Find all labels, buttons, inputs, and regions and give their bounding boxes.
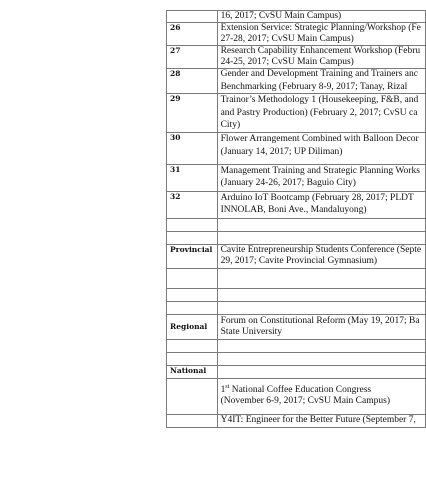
row-number: 30 [167,132,218,164]
row-description [217,69,425,94]
row-number: 26 [167,23,218,46]
table-row [167,46,426,69]
row-description [217,414,425,427]
description-line: Flower Arrangement Combined with Balloon Decor [220,133,419,144]
table-row [167,414,426,427]
empty-cell [217,301,425,314]
empty-cell [217,365,425,378]
row-description [217,46,425,69]
table-row [167,191,426,218]
description-line: 24-25, 2017; CvSU Main Campus) [220,57,354,67]
empty-cell [167,378,218,414]
empty-cell [167,339,218,352]
table-row [167,69,426,94]
row-label [167,11,218,23]
category-label: Regional [167,314,218,339]
row-description [217,244,425,268]
description-line: 29, 2017; Cavite Provincial Gymnasium) [220,255,378,266]
empty-cell [217,268,425,288]
description-line [221,385,422,396]
table-row [167,352,426,365]
empty-cell [217,339,425,352]
description-line: Benchmarking (February 8-9, 2017; Tanay, Rizal [220,82,408,92]
empty-cell [167,414,218,427]
description-line: State University [220,326,283,337]
description-line: Management Training and Strategic Planning Works [220,165,420,176]
table-row [167,288,426,301]
description-line: 27-28, 2017; CvSU Main Campus) [220,34,354,44]
description-line: Gender and Development Training and Trainers anc [220,69,418,79]
table-row [167,244,426,268]
row-description [217,23,425,46]
description-line: Research Capability Enhancement Workshop (Febru [220,46,421,56]
description-text: National Coffee Education Congress [229,385,372,395]
description-line: 16, 2017; CvSU Main Campus) [220,11,342,21]
row-description [217,314,425,339]
row-description [217,191,425,218]
table-row [167,23,426,46]
empty-cell [217,218,425,231]
empty-cell [167,352,218,365]
table-row [167,94,426,133]
description-line: Cavite Entrepreneurship Students Conference (Septe [220,244,422,255]
empty-cell [167,268,218,288]
description-line: INNOLAB, Boni Ave., Mandaluyong) [220,205,367,215]
row-number: 29 [167,94,218,133]
description-line: and Pastry Production) (February 2, 2017; CvSU ca [220,107,418,118]
ordinal-suffix: st [225,383,230,390]
table-row [167,301,426,314]
description-line: (November 6-9, 2017; CvSU Main Campus) [220,396,390,406]
empty-cell [167,301,218,314]
description-line: (January 24-26, 2017; Baguio City) [220,178,356,188]
row-description [217,94,425,133]
row-number: 27 [167,46,218,69]
table-row [167,218,426,231]
empty-cell [167,231,218,244]
empty-cell [167,218,218,231]
description-line: Y4IT: Engineer for the Better Future (September 7, [220,414,416,425]
table-row [167,268,426,288]
ordinal-number: 1 [220,385,226,395]
table-row [167,231,426,244]
table-row [167,365,426,378]
description-line: (January 14, 2017; UP Diliman) [220,146,343,157]
description-line: Trainor’s Methodology 1 (Housekeeping, F&B, and [220,95,419,105]
empty-cell [217,231,425,244]
row-description [217,164,425,191]
description-line: Arduino IoT Bootcamp (February 28, 2017; PLDT [220,192,414,203]
category-label: Provincial [167,244,218,268]
row-number: 32 [167,191,218,218]
activities-table [166,10,426,428]
description-line: City) [220,120,241,130]
empty-cell [217,352,425,365]
row-number: 31 [167,164,218,191]
description-line: Extension Service: Strategic Planning/Workshop (Fe [220,23,421,33]
description-line: Forum on Constitutional Reform (May 19, 2017; Ba [220,315,420,326]
category-label: National [167,365,218,378]
row-number: 28 [167,69,218,94]
table-row [167,132,426,164]
table-row [167,339,426,352]
row-description [217,378,425,414]
row-description [217,11,425,23]
row-description [217,132,425,164]
table-row [167,378,426,414]
table-row [167,11,426,23]
table-row [167,314,426,339]
table-row [167,164,426,191]
empty-cell [167,288,218,301]
empty-cell [217,288,425,301]
